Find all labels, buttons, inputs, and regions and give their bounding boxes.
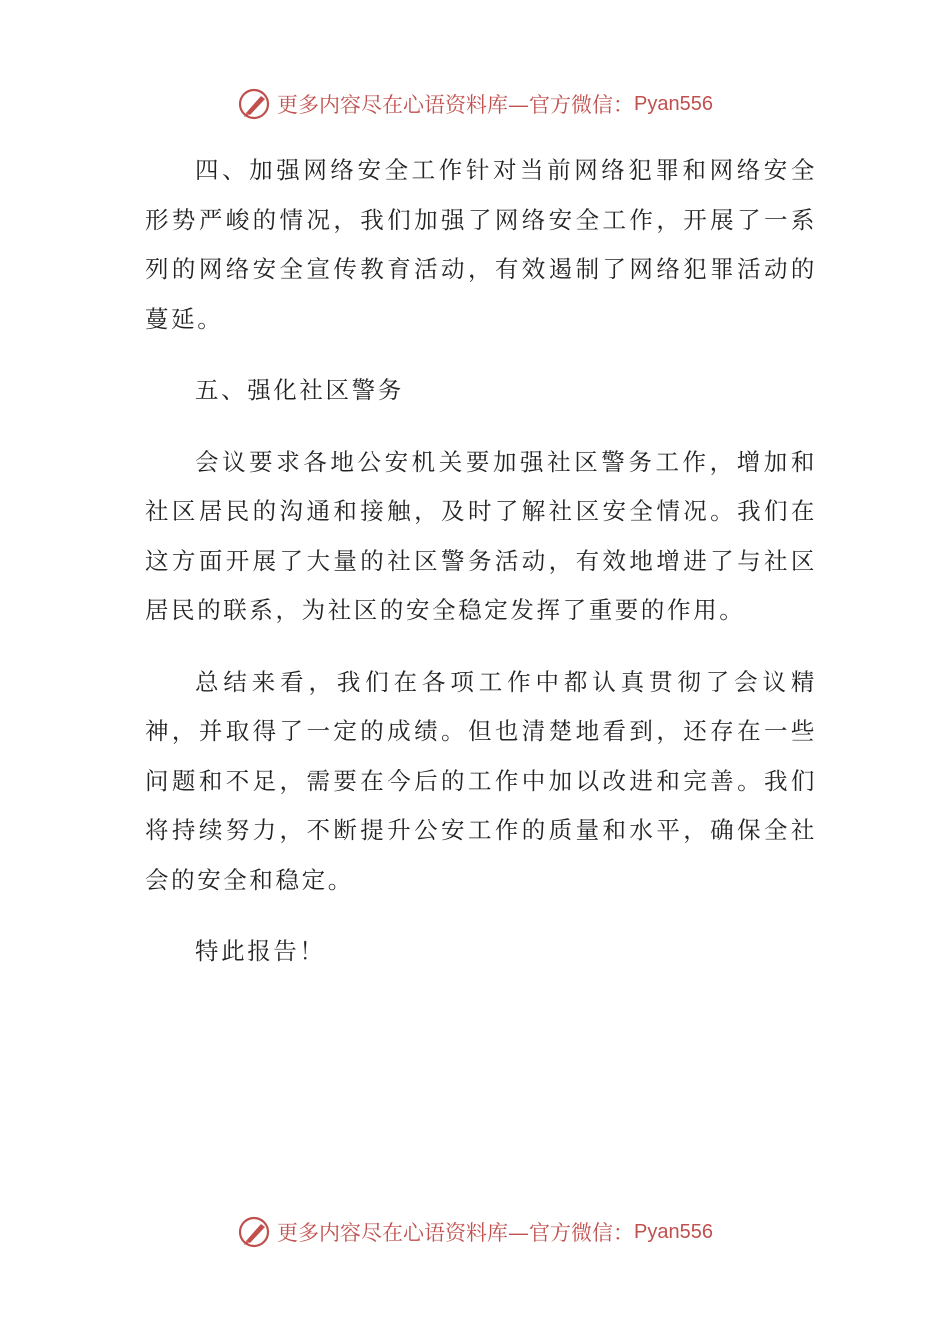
watermark-handle: Pyan556 xyxy=(634,1220,713,1243)
footer-watermark xyxy=(0,1210,950,1254)
paragraph-closing: 特此报告！ xyxy=(195,937,326,965)
section-heading-community-policing: 五、强化社区警务 xyxy=(195,376,404,404)
paragraph-network-security: 四、加强网络安全工作针对当前网络犯罪和网络安全形势严峻的情况，我们加强了网络安全工作，开展了一系列的网络安全宣传教育活动，有效遏制了网络犯罪活动的蔓延。 xyxy=(145,156,817,333)
pen-logo-icon xyxy=(237,1214,273,1250)
watermark-handle: Pyan556 xyxy=(634,92,713,115)
document-body xyxy=(145,146,817,999)
watermark-text: 更多内容尽在心语资料库—官方微信： xyxy=(277,93,635,117)
paragraph-summary: 总结来看，我们在各项工作中都认真贯彻了会议精神，并取得了一定的成绩。但也清楚地看到，还存在一些问题和不足，需要在今后的工作中加以改进和完善。我们将持续努力，不断提升公安工作的质量和水平，确保全社会的安全和稳定。 xyxy=(145,667,817,894)
pen-logo-icon xyxy=(237,86,273,122)
header-watermark xyxy=(0,82,950,126)
paragraph-community-policing: 会议要求各地公安机关要加强社区警务工作，增加和社区居民的沟通和接触，及时了解社区安全情况。我们在这方面开展了大量的社区警务活动，有效地增进了与社区居民的联系，为社区的安全稳定发挥了重要的作用。 xyxy=(145,447,817,624)
watermark-text: 更多内容尽在心语资料库—官方微信： xyxy=(277,1221,635,1245)
